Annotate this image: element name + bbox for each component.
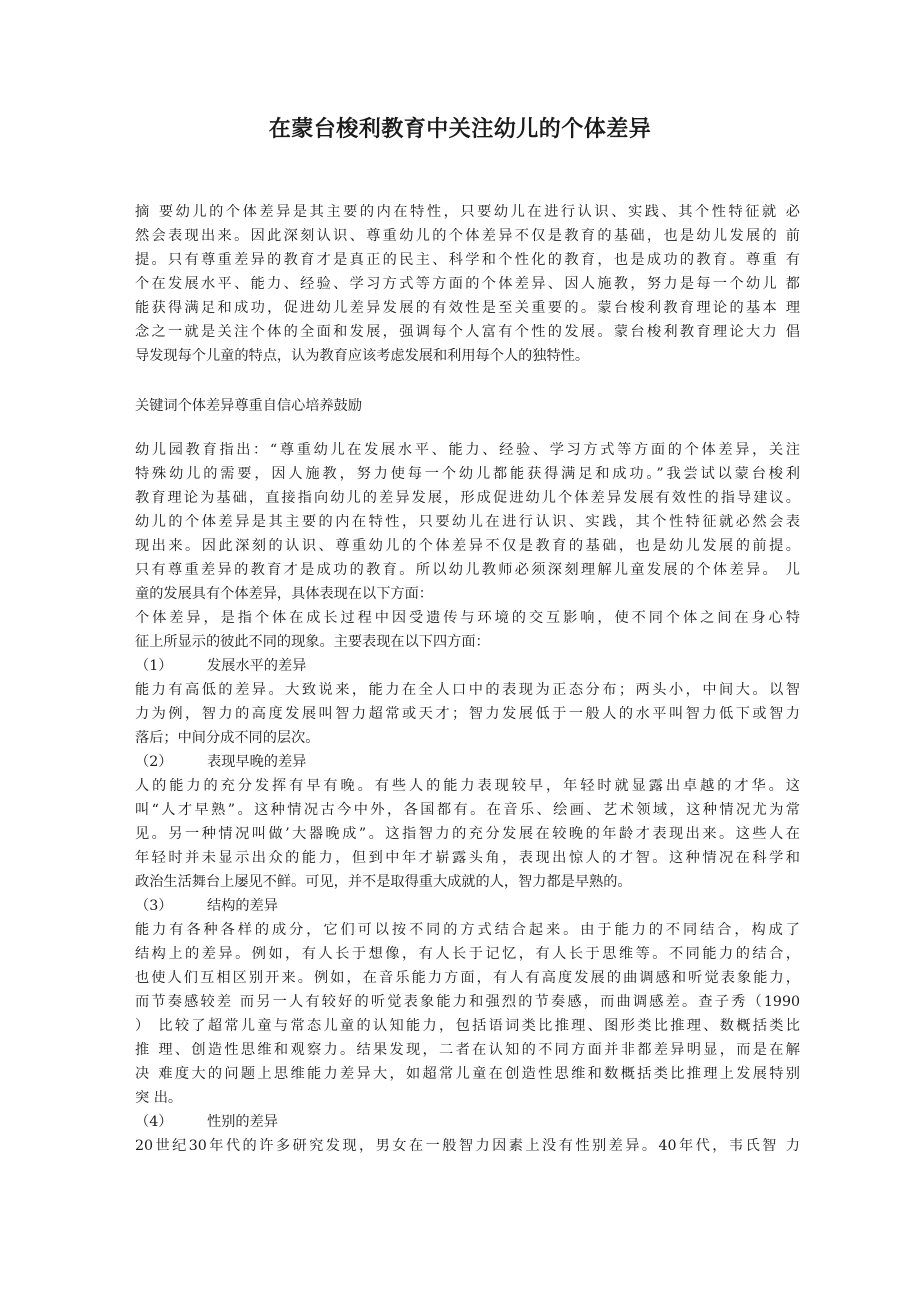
- section-heading: [135, 894, 800, 918]
- document-title: 在蒙台梭利教育中关注幼儿的个体差异: [268, 117, 652, 142]
- abstract-line: 个在发展水平、能力、经验、学习方式等方面的个体差异、因人施教，努力是每一个幼儿 都: [135, 276, 800, 292]
- intro-line: 征上所显示的彼此不同的现象。主要表现在以下四方面：: [135, 634, 490, 650]
- section-line: 人的能力的充分发挥有早有晚。有些人的能力表现较早，年轻时就显露出卓越的才华。这: [135, 778, 800, 794]
- intro-line: 幼儿园教育指出：“尊重幼儿在发展水平、能力、经验、学习方式等方面的个体差异，关注: [135, 442, 800, 458]
- section-line: 突 出。: [135, 1090, 183, 1106]
- section-number: （1）: [135, 658, 173, 674]
- section-line: 也使人们互相区别开来。例如，在音乐能力方面，有人有高度发展的曲调感和听觉表象能力，: [135, 970, 800, 986]
- abstract-line: 然会表现出来。因此深刻认识、尊重幼儿的个体差异不仅是教育的基础，也是幼儿发展的 前: [135, 228, 800, 244]
- section-line: 推 理、创造性思维和观察力。结果发现，二者在认知的不同方面并非都差异明显，而是在解: [135, 1042, 800, 1058]
- section-line: 见。另一种情况叫做’大器晚成”。这指智力的充分发展在较晚的年龄才表现出来。这些人在: [135, 826, 800, 842]
- section-line: 年轻时并未显示出众的能力，但到中年才崭露头角，表现出惊人的才智。这种情况在科学和: [135, 850, 800, 866]
- section-line: 政治生活舞台上屡见不鲜。可见，并不是取得重大成就的人，智力都是早熟的。: [135, 874, 632, 890]
- section-line: 能力有各种各样的成分，它们可以按不同的方式结合起来。由于能力的不同结合，构成了: [135, 922, 800, 938]
- section-line: 结构上的差异。例如，有人长于想像，有人长于记忆，有人长于思维等。不同能力的结合，: [135, 946, 800, 962]
- section-number: （2）: [135, 754, 173, 770]
- section-number: （3）: [135, 898, 173, 914]
- abstract-line: 念之一就是关注个体的全面和发展，强调每个人富有个性的发展。蒙台梭利教育理论大力 倡: [135, 324, 800, 340]
- section-heading-text: 结构的差异: [207, 898, 278, 914]
- intro-line: 幼儿的个体差异是其主要的内在特性，只要幼儿在进行认识、实践，其个性特征就必然会表: [135, 514, 800, 530]
- section-line: 能力有高低的差异。大致说来，能力在全人口中的表现为正态分布；两头小，中间大。以智: [135, 682, 800, 698]
- section-heading: [135, 750, 800, 774]
- section-heading-text: 性别的差异: [207, 1114, 278, 1130]
- abstract-line: 导发现每个儿童的特点，认为教育应该考虑发展和利用每个人的独特性。: [135, 348, 590, 364]
- abstract-line: 摘 要幼儿的个体差异是其主要的内在特性，只要幼儿在进行认识、实践、其个性特征就 必: [135, 204, 800, 220]
- abstract-line: 能获得满足和成功，促进幼儿差异发展的有效性是至关重要的。蒙台梭利教育理论的基本 理: [135, 300, 800, 316]
- section-line: ） 比较了超常儿童与常态儿童的认知能力，包括语词类比推理、图形类比推理、数概括类比: [135, 1018, 800, 1034]
- intro-line: 只有尊重差异的教育才是成功的教育。所以幼儿教师必须深刻理解儿童发展的个体差异。 儿: [135, 562, 800, 578]
- section-heading-text: 表现早晚的差异: [207, 754, 307, 770]
- intro-line: 童的发展具有个体差异，具体表现在以下方面：: [135, 586, 433, 602]
- section-heading-text: 发展水平的差异: [207, 658, 307, 674]
- section-heading: [135, 1110, 800, 1134]
- section-line: 落后；中间分成不同的层次。: [135, 730, 320, 746]
- section-heading: [135, 654, 800, 678]
- section-line: 决 难度大的问题上思维能力差异大，如超常儿童在创造性思维和数概括类比推理上发展特别: [135, 1066, 800, 1082]
- intro-line: 现出来。因此深刻的认识、尊重幼儿的个体差异不仅是教育的基础，也是幼儿发展的前提。: [135, 538, 800, 554]
- intro-line: 教育理论为基础，直接指向幼儿的差异发展，形成促进幼儿个体差异发展有效性的指导建议。: [135, 490, 800, 506]
- section-line: 而节奏感较差 而另一人有较好的听觉表象能力和强烈的节奏感，而曲调感差。查子秀（1990: [135, 994, 800, 1010]
- section-number: （4）: [135, 1114, 173, 1130]
- section-line: 叫“人才早熟”。这种情况古今中外，各国都有。在音乐、绘画、艺术领域，这种情况尤为常: [135, 802, 800, 818]
- abstract-line: 提。只有尊重差异的教育才是真正的民主、科学和个性化的教育，也是成功的教育。尊重 有: [135, 252, 800, 268]
- keywords: 关键词个体差异尊重自信心培养鼓励: [135, 398, 363, 414]
- intro-line: 特殊幼儿的需要，因人施教，努力使每一个幼儿都能获得满足和成功。”我尝试以蒙台梭利: [135, 466, 800, 482]
- intro-line: 个体差异，是指个体在成长过程中因受遗传与环境的交互影响，使不同个体之间在身心特: [135, 610, 800, 626]
- section-line: 20世纪30年代的许多研究发现，男女在一般智力因素上没有性别差异。40年代，韦氏智 力: [135, 1138, 800, 1154]
- section-line: 力为例，智力的高度发展叫智力超常或天才；智力发展低于一般人的水平叫智力低下或智力: [135, 706, 800, 722]
